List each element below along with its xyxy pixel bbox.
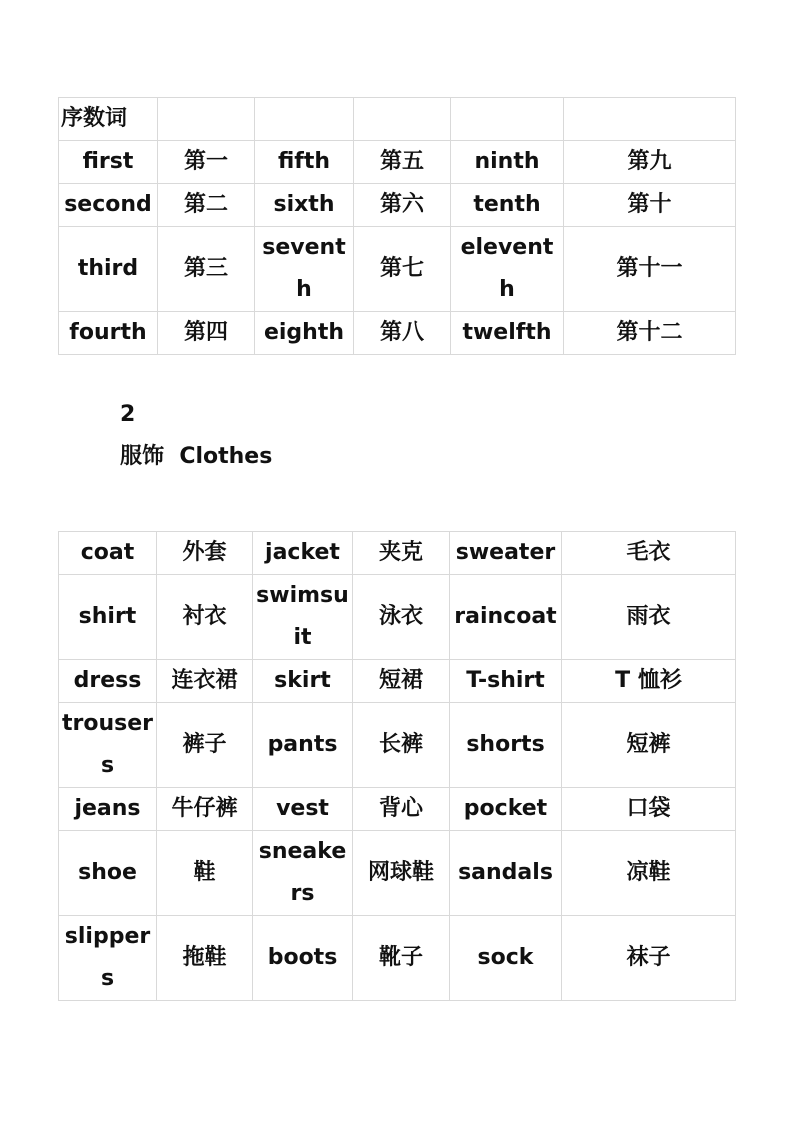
- table-cell: 雨衣: [562, 575, 736, 660]
- section-title: 服饰 Clothes: [120, 444, 273, 469]
- table-cell: jacket: [253, 532, 353, 575]
- table-row: [59, 916, 736, 1001]
- table-cell: ninth: [451, 141, 564, 184]
- table-cell: 牛仔裤: [157, 788, 253, 831]
- table-row: [59, 532, 736, 575]
- table-cell: T-shirt: [450, 660, 562, 703]
- table-cell: vest: [253, 788, 353, 831]
- table-cell: sixth: [255, 184, 354, 227]
- table-cell: coat: [59, 532, 157, 575]
- table-cell: 长裤: [353, 703, 450, 788]
- table-cell: dress: [59, 660, 157, 703]
- table-cell: pants: [253, 703, 353, 788]
- table-row: [59, 141, 736, 184]
- table-cell: shirt: [59, 575, 157, 660]
- table-cell: sandals: [450, 831, 562, 916]
- table-cell: 夹克: [353, 532, 450, 575]
- table-cell: tenth: [451, 184, 564, 227]
- table-cell: slippers: [59, 916, 157, 1001]
- table-cell: 毛衣: [562, 532, 736, 575]
- table-cell: 鞋: [157, 831, 253, 916]
- section-number: 2: [120, 402, 136, 427]
- table-cell: boots: [253, 916, 353, 1001]
- table-cell: seventh: [255, 227, 354, 312]
- table-cell: 连衣裙: [157, 660, 253, 703]
- ordinal-table-body: [59, 98, 736, 355]
- table-cell: sock: [450, 916, 562, 1001]
- table-cell: 第三: [158, 227, 255, 312]
- table-cell: 衬衣: [157, 575, 253, 660]
- table-cell: pocket: [450, 788, 562, 831]
- table-cell: fourth: [59, 312, 158, 355]
- table-row: [59, 227, 736, 312]
- table-cell: eighth: [255, 312, 354, 355]
- table-cell: trousers: [59, 703, 157, 788]
- table-cell: [354, 98, 451, 141]
- table-cell: first: [59, 141, 158, 184]
- table-cell: second: [59, 184, 158, 227]
- table-cell: raincoat: [450, 575, 562, 660]
- table-cell: twelfth: [451, 312, 564, 355]
- table-cell: jeans: [59, 788, 157, 831]
- table-cell: 第十一: [564, 227, 736, 312]
- table-cell: [451, 98, 564, 141]
- table-cell: eleventh: [451, 227, 564, 312]
- table-cell: 第六: [354, 184, 451, 227]
- table-row: [59, 660, 736, 703]
- table-cell: fifth: [255, 141, 354, 184]
- table-row: [59, 831, 736, 916]
- table-cell: 序数词: [59, 98, 158, 141]
- table-cell: T 恤衫: [562, 660, 736, 703]
- table-cell: [158, 98, 255, 141]
- table-cell: 第八: [354, 312, 451, 355]
- table-cell: 拖鞋: [157, 916, 253, 1001]
- table-cell: 凉鞋: [562, 831, 736, 916]
- table-cell: 短裙: [353, 660, 450, 703]
- table-cell: [255, 98, 354, 141]
- section-heading: [120, 394, 272, 478]
- table-cell: 裤子: [157, 703, 253, 788]
- table-cell: swimsuit: [253, 575, 353, 660]
- table-row: [59, 575, 736, 660]
- clothes-vocabulary-table: [58, 531, 736, 1001]
- table-cell: 短裤: [562, 703, 736, 788]
- ordinal-numbers-table: [58, 97, 736, 355]
- table-cell: 泳衣: [353, 575, 450, 660]
- table-cell: 第九: [564, 141, 736, 184]
- table-row: [59, 184, 736, 227]
- table-cell: 第七: [354, 227, 451, 312]
- table-cell: 背心: [353, 788, 450, 831]
- table-cell: 第十: [564, 184, 736, 227]
- table-header-row: [59, 98, 736, 141]
- table-cell: 第四: [158, 312, 255, 355]
- table-cell: 网球鞋: [353, 831, 450, 916]
- table-cell: shorts: [450, 703, 562, 788]
- table-row: [59, 312, 736, 355]
- table-cell: shoe: [59, 831, 157, 916]
- table-cell: sneakers: [253, 831, 353, 916]
- table-cell: 第五: [354, 141, 451, 184]
- table-cell: sweater: [450, 532, 562, 575]
- table-cell: skirt: [253, 660, 353, 703]
- table-cell: 口袋: [562, 788, 736, 831]
- table-cell: 第二: [158, 184, 255, 227]
- table-cell: 第一: [158, 141, 255, 184]
- table-cell: third: [59, 227, 158, 312]
- table-cell: 外套: [157, 532, 253, 575]
- table-cell: 第十二: [564, 312, 736, 355]
- clothes-table-body: [59, 532, 736, 1001]
- table-cell: [564, 98, 736, 141]
- table-cell: 靴子: [353, 916, 450, 1001]
- table-cell: 袜子: [562, 916, 736, 1001]
- table-row: [59, 788, 736, 831]
- table-row: [59, 703, 736, 788]
